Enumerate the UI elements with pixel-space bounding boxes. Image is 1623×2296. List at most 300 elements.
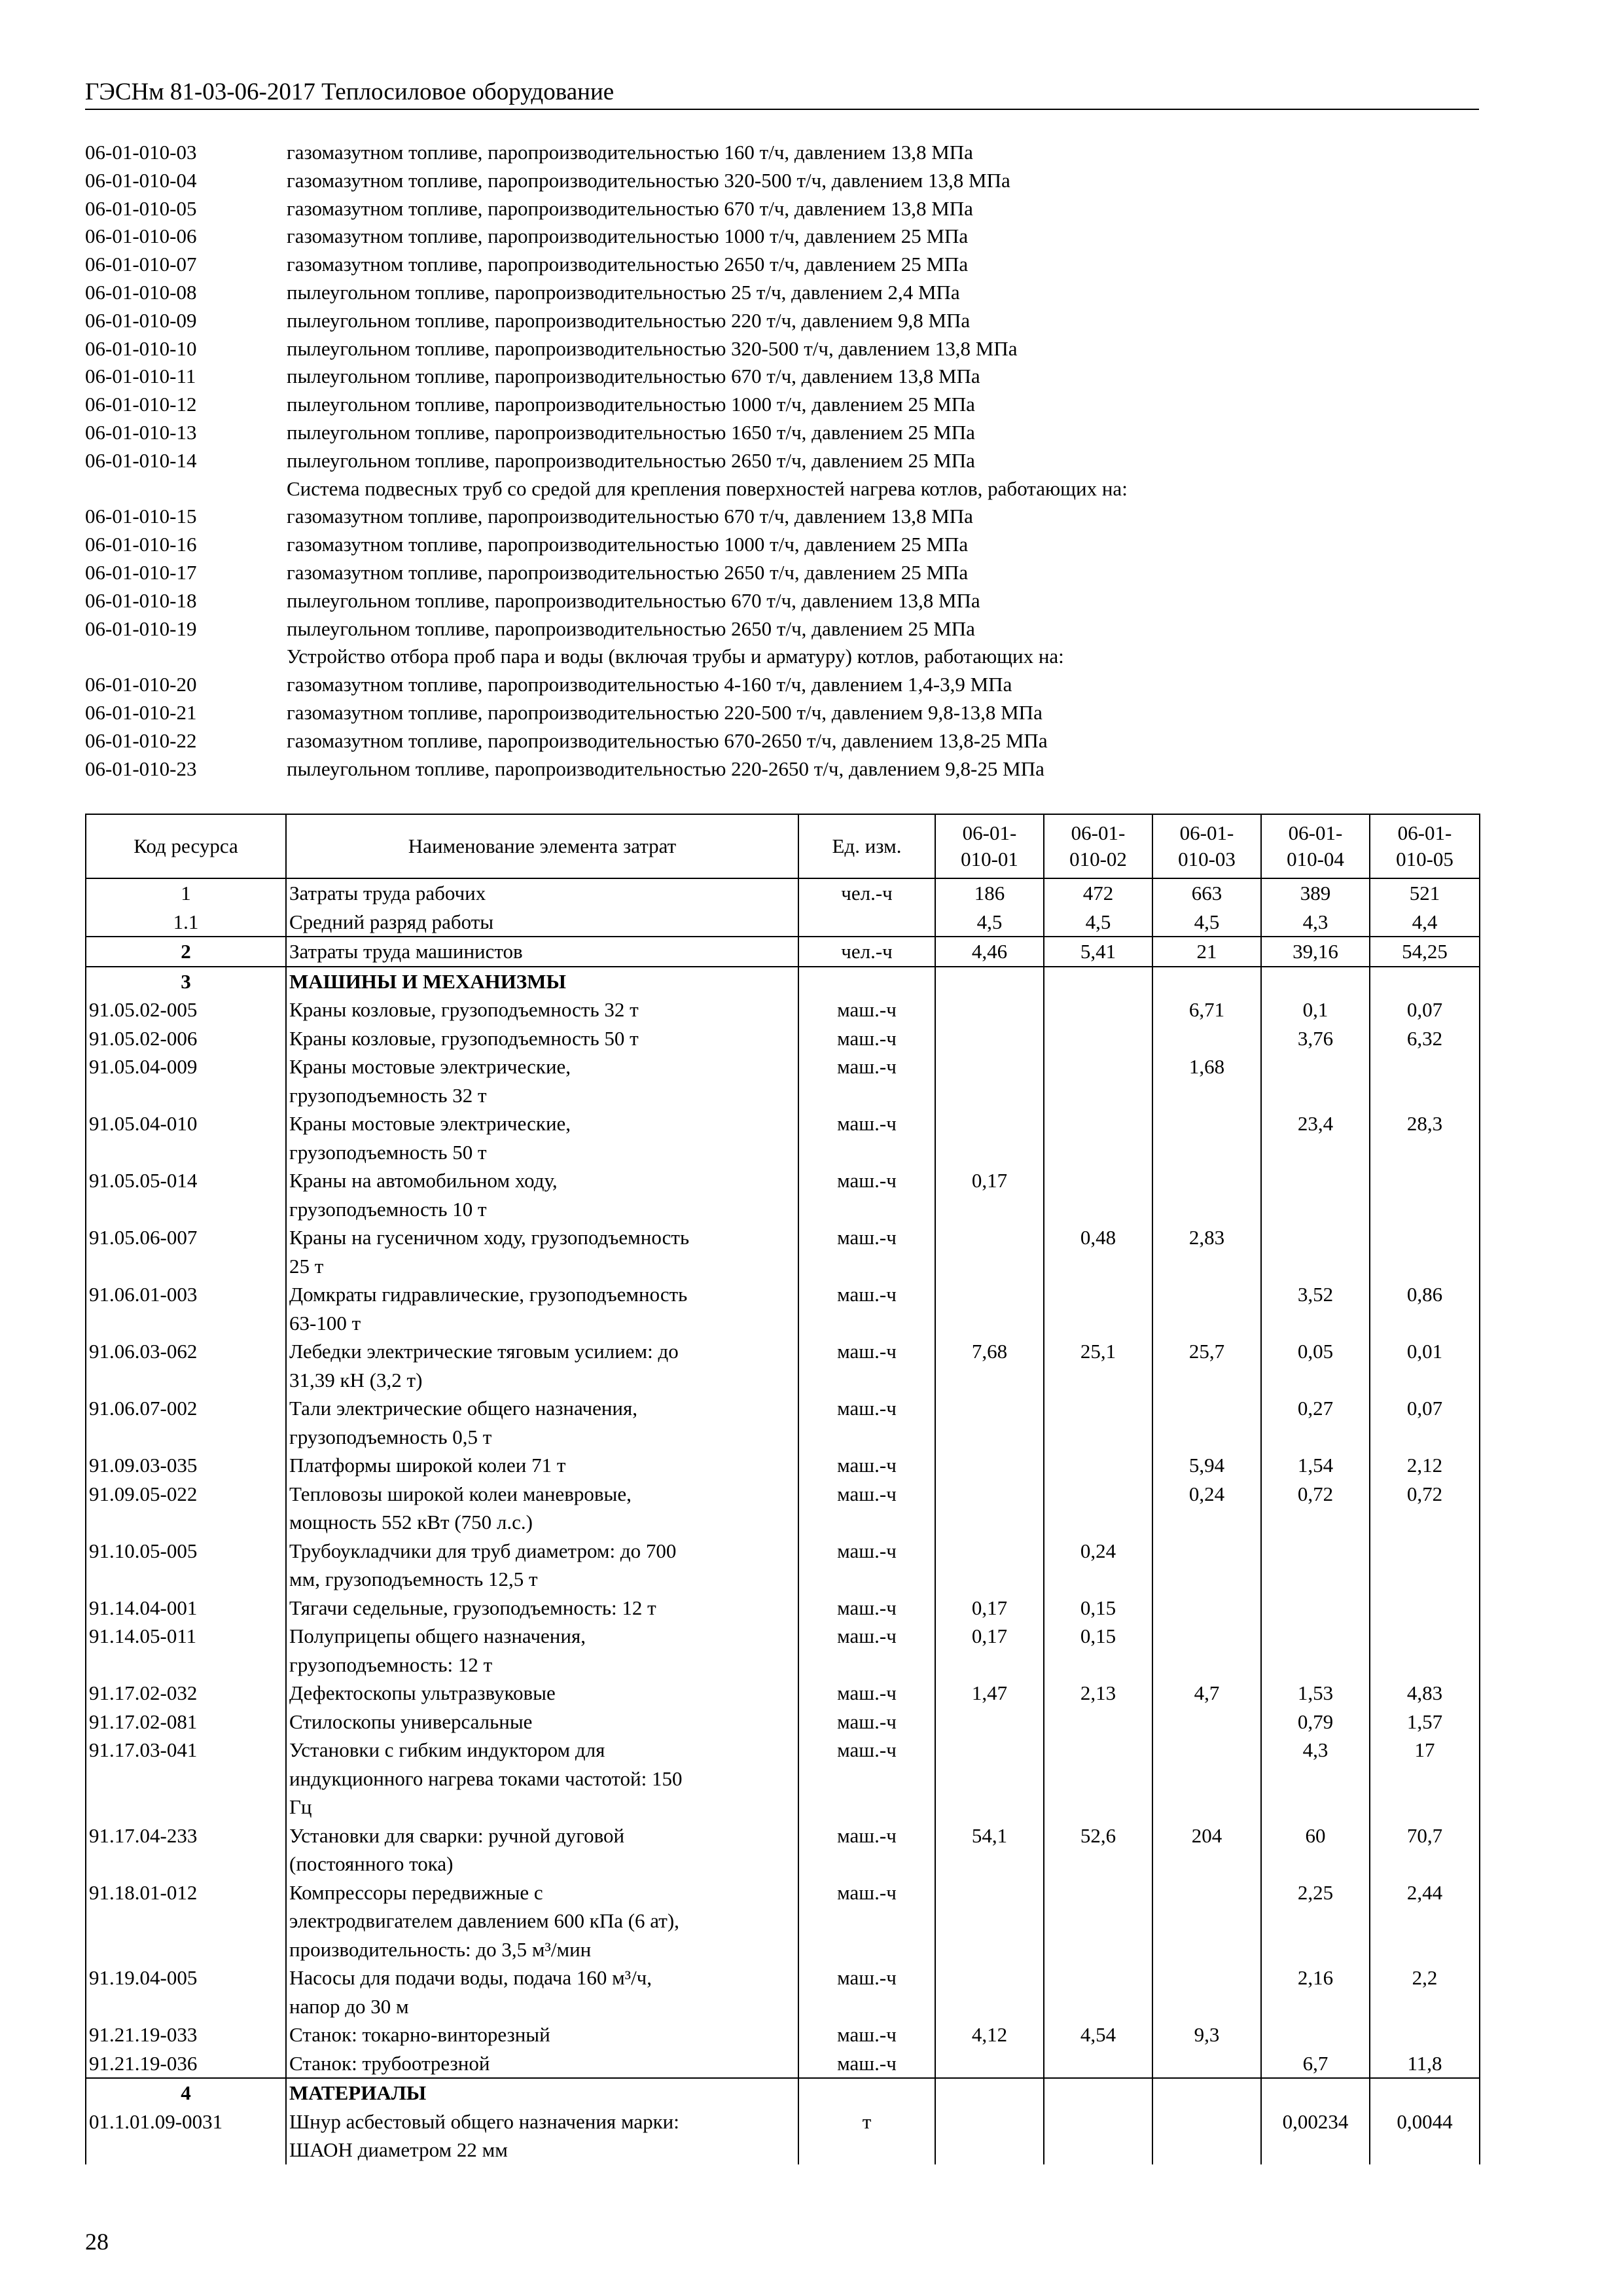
norm-code: 06-01-010-06 — [85, 224, 197, 248]
resource-value: 389 — [1261, 878, 1370, 908]
norm-description: газомазутном топливе, паропроизводительностью 670-2650 т/ч, давлением 13,8-25 МПа — [287, 728, 1048, 752]
norm-code-row — [85, 503, 1492, 531]
resource-value — [1152, 1394, 1261, 1451]
resource-code: 91.05.06-007 — [86, 1223, 286, 1280]
resource-value: 4,54 — [1044, 2020, 1152, 2049]
resource-value — [1152, 2108, 1261, 2164]
header-unit: Ед. изм. — [798, 814, 935, 878]
resource-value: 0,0044 — [1370, 2108, 1480, 2164]
resource-value — [935, 2108, 1044, 2164]
resource-name: Трубоукладчики для труб диаметром: до 700 мм, грузоподъемность 12,5 т — [286, 1537, 798, 1594]
resource-value — [1261, 1594, 1370, 1623]
resource-code: 91.10.05-005 — [86, 1537, 286, 1594]
resource-value: 17 — [1370, 1736, 1480, 1821]
resource-value: 2,16 — [1261, 1964, 1370, 2020]
resource-value: 4,12 — [935, 2020, 1044, 2049]
resource-value: 21 — [1152, 937, 1261, 967]
norm-description: газомазутном топливе, паропроизводительностью 220-500 т/ч, давлением 9,8-13,8 МПа — [287, 700, 1043, 724]
resource-row — [86, 1024, 1480, 1053]
resource-value: 0,24 — [1152, 1480, 1261, 1537]
resource-value: 0,15 — [1044, 1594, 1152, 1623]
norm-code: 06-01-010-07 — [85, 253, 197, 276]
resource-row — [86, 996, 1480, 1024]
resource-value — [1152, 1537, 1261, 1594]
resource-value: 4,5 — [1044, 908, 1152, 937]
resource-value: 4,83 — [1370, 1679, 1480, 1708]
resource-unit: маш.-ч — [798, 1736, 935, 1821]
resource-value — [1261, 1052, 1370, 1109]
norm-description: пылеугольном топливе, паропроизводительностью 670 т/ч, давлением 13,8 МПа — [287, 588, 980, 612]
resource-value: 2,83 — [1152, 1223, 1261, 1280]
norm-description: газомазутном топливе, паропроизводительностью 1000 т/ч, давлением 25 МПа — [287, 224, 969, 248]
page-title: ГЭСНм 81-03-06-2017 Теплосиловое оборудование — [85, 79, 615, 105]
resource-value — [1044, 1280, 1152, 1337]
resource-value: 54,1 — [935, 1821, 1044, 1878]
resource-row — [86, 1394, 1480, 1451]
norm-code: 06-01-010-16 — [85, 533, 197, 556]
resource-row — [86, 1878, 1480, 1964]
resource-value: 5,94 — [1152, 1451, 1261, 1480]
resource-row — [86, 2108, 1480, 2164]
resource-value: 1,57 — [1370, 1708, 1480, 1736]
resource-value — [1152, 1594, 1261, 1623]
resource-value: 2,25 — [1261, 1878, 1370, 1964]
resource-value: 0,86 — [1370, 1280, 1480, 1337]
resource-value: 1,54 — [1261, 1451, 1370, 1480]
resource-value — [935, 1280, 1044, 1337]
resource-unit: маш.-ч — [798, 1052, 935, 1109]
resource-value — [1044, 1964, 1152, 2020]
resource-group-row — [86, 878, 1480, 908]
resource-row — [86, 1109, 1480, 1166]
resource-value — [935, 1109, 1044, 1166]
norm-code-row — [85, 587, 1492, 615]
resource-code: 1.1 — [86, 908, 286, 937]
resource-value — [935, 1394, 1044, 1451]
norm-code-row — [85, 279, 1492, 307]
resource-row — [86, 1480, 1480, 1537]
resource-unit: маш.-ч — [798, 1708, 935, 1736]
resource-value — [935, 1052, 1044, 1109]
resource-name: Полуприцепы общего назначения, грузоподъемность: 12 т — [286, 1622, 798, 1679]
resource-row — [86, 1337, 1480, 1394]
resource-value — [1152, 1622, 1261, 1679]
resource-value — [1044, 2049, 1152, 2079]
resource-value — [1044, 1480, 1152, 1537]
resource-value — [1261, 1537, 1370, 1594]
resource-value: 0,00234 — [1261, 2108, 1370, 2164]
resource-name: Шнур асбестовый общего назначения марки: ШАОН диаметром 22 мм — [286, 2108, 798, 2164]
resource-group-row — [86, 908, 1480, 937]
resource-value — [935, 1223, 1044, 1280]
resource-value — [1044, 1052, 1152, 1109]
resource-value: 0,1 — [1261, 996, 1370, 1024]
resource-value: 4,3 — [1261, 1736, 1370, 1821]
resource-unit — [798, 967, 935, 996]
resource-value: 3,52 — [1261, 1280, 1370, 1337]
resource-name: Платформы широкой колеи 71 т — [286, 1451, 798, 1480]
resource-value — [1152, 967, 1261, 996]
resource-value: 0,79 — [1261, 1708, 1370, 1736]
resource-value — [1152, 1964, 1261, 2020]
norm-description: газомазутном топливе, паропроизводительностью 2650 т/ч, давлением 25 МПа — [287, 253, 969, 276]
resource-name: Краны мостовые электрические, грузоподъемность 32 т — [286, 1052, 798, 1109]
resource-code: 91.06.03-062 — [86, 1337, 286, 1394]
resource-value: 9,3 — [1152, 2020, 1261, 2049]
resource-value — [1261, 1622, 1370, 1679]
resource-code: 91.14.05-011 — [86, 1622, 286, 1679]
resource-unit: маш.-ч — [798, 1166, 935, 1223]
resource-code: 91.05.05-014 — [86, 1166, 286, 1223]
header-norm-col: 06-01- 010-01 — [935, 814, 1044, 878]
resource-value: 28,3 — [1370, 1109, 1480, 1166]
header-norm-col: 06-01- 010-03 — [1152, 814, 1261, 878]
norm-code-row — [85, 755, 1492, 783]
resource-unit: чел.-ч — [798, 937, 935, 967]
resource-value — [1044, 2108, 1152, 2164]
resource-row — [86, 1594, 1480, 1623]
resource-value — [1261, 2020, 1370, 2049]
resource-code: 91.06.07-002 — [86, 1394, 286, 1451]
resource-code: 91.09.03-035 — [86, 1451, 286, 1480]
resource-code: 91.21.19-033 — [86, 2020, 286, 2049]
resource-value: 52,6 — [1044, 1821, 1152, 1878]
norm-code: 06-01-010-09 — [85, 308, 197, 332]
resource-value: 2,13 — [1044, 1679, 1152, 1708]
resource-value: 472 — [1044, 878, 1152, 908]
resource-value: 0,24 — [1044, 1537, 1152, 1594]
resource-value — [1261, 2078, 1370, 2108]
norm-description: газомазутном топливе, паропроизводительностью 160 т/ч, давлением 13,8 МПа — [287, 141, 973, 164]
resource-name: Затраты труда рабочих — [286, 878, 798, 908]
norm-description: пылеугольном топливе, паропроизводительностью 220 т/ч, давлением 9,8 МПа — [287, 308, 971, 332]
resource-value: 186 — [935, 878, 1044, 908]
resource-value — [1044, 2078, 1152, 2108]
resource-row — [86, 1622, 1480, 1679]
resource-value: 204 — [1152, 1821, 1261, 1878]
resource-unit: маш.-ч — [798, 1821, 935, 1878]
norm-code-row — [85, 139, 1492, 167]
norm-code-row — [85, 251, 1492, 279]
norm-description: пылеугольном топливе, паропроизводительностью 2650 т/ч, давлением 25 МПа — [287, 448, 975, 472]
norm-description: пылеугольном топливе, паропроизводительностью 1000 т/ч, давлением 25 МПа — [287, 393, 975, 416]
norm-description: газомазутном топливе, паропроизводительностью 1000 т/ч, давлением 25 МПа — [287, 533, 969, 556]
resource-value — [1152, 1736, 1261, 1821]
norm-code-row — [85, 335, 1492, 363]
resource-value — [1370, 2020, 1480, 2049]
resource-value: 3,76 — [1261, 1024, 1370, 1053]
resource-name: Дефектоскопы ультразвуковые — [286, 1679, 798, 1708]
resource-value: 54,25 — [1370, 937, 1480, 967]
resource-value — [935, 1451, 1044, 1480]
resource-name: Краны на гусеничном ходу, грузоподъемность 25 т — [286, 1223, 798, 1280]
resource-value: 0,48 — [1044, 1223, 1152, 1280]
resource-code: 91.19.04-005 — [86, 1964, 286, 2020]
resource-unit: маш.-ч — [798, 1451, 935, 1480]
resource-value — [1370, 967, 1480, 996]
norm-code-row — [85, 391, 1492, 419]
norm-code-row — [85, 363, 1492, 391]
resource-code: 91.17.03-041 — [86, 1736, 286, 1821]
resource-value: 0,17 — [935, 1594, 1044, 1623]
resource-row — [86, 1223, 1480, 1280]
resource-code: 91.14.04-001 — [86, 1594, 286, 1623]
resource-code: 91.09.05-022 — [86, 1480, 286, 1537]
resource-value — [935, 1708, 1044, 1736]
resource-name: Насосы для подачи воды, подача 160 м³/ч, напор до 30 м — [286, 1964, 798, 2020]
resource-value: 0,07 — [1370, 1394, 1480, 1451]
resource-row — [86, 1537, 1480, 1594]
resource-value — [1152, 1109, 1261, 1166]
resource-value: 2,2 — [1370, 1964, 1480, 2020]
norm-code-row — [85, 167, 1492, 195]
resource-name: Краны мостовые электрические, грузоподъемность 50 т — [286, 1109, 798, 1166]
resource-row — [86, 1821, 1480, 1878]
resource-value — [1152, 1280, 1261, 1337]
resource-value: 4,46 — [935, 937, 1044, 967]
resource-table — [85, 814, 1480, 2164]
resource-row — [86, 2049, 1480, 2079]
resource-unit: маш.-ч — [798, 1394, 935, 1451]
norm-code-row — [85, 307, 1492, 335]
resource-code: 91.17.02-081 — [86, 1708, 286, 1736]
norm-description: Система подвесных труб со средой для крепления поверхностей нагрева котлов, работающих на: — [287, 476, 1128, 500]
norm-code: 06-01-010-12 — [85, 393, 197, 416]
norm-description: пылеугольном топливе, паропроизводительностью 220-2650 т/ч, давлением 9,8-25 МПа — [287, 757, 1044, 780]
resource-name: Тягачи седельные, грузоподъемность: 12 т — [286, 1594, 798, 1623]
resource-value — [1370, 1622, 1480, 1679]
resource-value: 0,72 — [1370, 1480, 1480, 1537]
norm-code-row — [85, 195, 1492, 223]
resource-value — [1370, 1537, 1480, 1594]
norm-code-row — [85, 671, 1492, 699]
resource-unit: маш.-ч — [798, 1280, 935, 1337]
resource-unit: маш.-ч — [798, 1594, 935, 1623]
resource-code: 4 — [86, 2078, 286, 2108]
norm-description: пылеугольном топливе, паропроизводительностью 2650 т/ч, давлением 25 МПа — [287, 617, 975, 640]
resource-value — [1152, 2078, 1261, 2108]
resource-value: 25,7 — [1152, 1337, 1261, 1394]
resource-unit: маш.-ч — [798, 2049, 935, 2079]
resource-value: 39,16 — [1261, 937, 1370, 967]
resource-value — [935, 996, 1044, 1024]
resource-value: 0,17 — [935, 1166, 1044, 1223]
resource-row — [86, 1708, 1480, 1736]
resource-value: 1,47 — [935, 1679, 1044, 1708]
norm-code: 06-01-010-15 — [85, 505, 197, 528]
resource-value: 4,4 — [1370, 908, 1480, 937]
norm-code: 06-01-010-13 — [85, 420, 197, 444]
resource-value — [1370, 1223, 1480, 1280]
norm-code: 06-01-010-14 — [85, 448, 197, 472]
resource-unit: маш.-ч — [798, 1223, 935, 1280]
norm-code: 06-01-010-05 — [85, 196, 197, 220]
resource-value — [1370, 1166, 1480, 1223]
table-header-row — [86, 814, 1480, 878]
norm-group-heading — [85, 475, 1492, 503]
norm-code: 06-01-010-11 — [85, 365, 196, 388]
resource-code: 91.05.02-005 — [86, 996, 286, 1024]
resource-value — [935, 1964, 1044, 2020]
norm-code: 06-01-010-20 — [85, 673, 197, 696]
norm-description: газомазутном топливе, паропроизводительностью 670 т/ч, давлением 13,8 МПа — [287, 505, 973, 528]
resource-row — [86, 1280, 1480, 1337]
resource-value — [1044, 1878, 1152, 1964]
resource-value: 70,7 — [1370, 1821, 1480, 1878]
resource-name: Краны козловые, грузоподъемность 50 т — [286, 1024, 798, 1053]
resource-unit: маш.-ч — [798, 1537, 935, 1594]
resource-value — [1044, 1166, 1152, 1223]
resource-name: Домкраты гидравлические, грузоподъемность 63-100 т — [286, 1280, 798, 1337]
resource-code: 91.06.01-003 — [86, 1280, 286, 1337]
resource-group-row — [86, 2078, 1480, 2108]
resource-value: 4,5 — [1152, 908, 1261, 937]
resource-code: 91.18.01-012 — [86, 1878, 286, 1964]
resource-name: Стилоскопы универсальные — [286, 1708, 798, 1736]
page-header — [85, 77, 1479, 110]
header-norm-col: 06-01- 010-02 — [1044, 814, 1152, 878]
resource-row — [86, 1679, 1480, 1708]
resource-unit: маш.-ч — [798, 1480, 935, 1537]
resource-value: 0,01 — [1370, 1337, 1480, 1394]
norm-code-row — [85, 727, 1492, 755]
resource-value — [935, 1736, 1044, 1821]
header-norm-col: 06-01- 010-05 — [1370, 814, 1480, 878]
page-number: 28 — [85, 2229, 109, 2255]
resource-row — [86, 1964, 1480, 2020]
header-resource-code: Код ресурса — [86, 814, 286, 878]
resource-value: 0,72 — [1261, 1480, 1370, 1537]
resource-value — [1044, 1451, 1152, 1480]
resource-value — [1044, 1024, 1152, 1053]
norm-description: пылеугольном топливе, паропроизводительностью 670 т/ч, давлением 13,8 МПа — [287, 365, 980, 388]
resource-name: Тепловозы широкой колеи маневровые, мощность 552 кВт (750 л.с.) — [286, 1480, 798, 1537]
resource-value: 6,7 — [1261, 2049, 1370, 2079]
resource-unit — [798, 2078, 935, 2108]
norm-code-list — [85, 139, 1492, 783]
norm-description: пылеугольном топливе, паропроизводительностью 1650 т/ч, давлением 25 МПа — [287, 420, 975, 444]
resource-row — [86, 1736, 1480, 1821]
resource-unit: маш.-ч — [798, 2020, 935, 2049]
resource-unit: маш.-ч — [798, 996, 935, 1024]
resource-value — [1152, 1166, 1261, 1223]
resource-value: 4,7 — [1152, 1679, 1261, 1708]
resource-unit — [798, 908, 935, 937]
norm-group-heading — [85, 643, 1492, 671]
norm-code: 06-01-010-18 — [85, 588, 197, 612]
resource-value: 0,17 — [935, 1622, 1044, 1679]
resource-value: 0,27 — [1261, 1394, 1370, 1451]
resource-unit: маш.-ч — [798, 1878, 935, 1964]
norm-description: газомазутном топливе, паропроизводительностью 670 т/ч, давлением 13,8 МПа — [287, 196, 973, 220]
resource-name: Затраты труда машинистов — [286, 937, 798, 967]
norm-code: 06-01-010-17 — [85, 560, 197, 584]
resource-value — [1370, 2078, 1480, 2108]
norm-description: Устройство отбора проб пара и воды (включая трубы и арматуру) котлов, работающих на: — [287, 645, 1064, 668]
resource-value — [1261, 1166, 1370, 1223]
resource-group-row — [86, 937, 1480, 967]
resource-value — [935, 2049, 1044, 2079]
resource-name: Тали электрические общего назначения, грузоподъемность 0,5 т — [286, 1394, 798, 1451]
norm-description: газомазутном топливе, паропроизводительностью 320-500 т/ч, давлением 13,8 МПа — [287, 168, 1010, 192]
norm-code: 06-01-010-10 — [85, 336, 197, 360]
resource-name: Установки для сварки: ручной дуговой (постоянного тока) — [286, 1821, 798, 1878]
resource-value: 6,32 — [1370, 1024, 1480, 1053]
resource-table-body — [86, 878, 1480, 2164]
resource-value: 4,5 — [935, 908, 1044, 937]
resource-value — [1370, 1052, 1480, 1109]
norm-code: 06-01-010-04 — [85, 168, 197, 192]
resource-value — [1152, 1708, 1261, 1736]
resource-value — [935, 1537, 1044, 1594]
norm-code: 06-01-010-03 — [85, 141, 197, 164]
resource-value — [1044, 1394, 1152, 1451]
norm-code-row — [85, 699, 1492, 727]
norm-code-row — [85, 223, 1492, 251]
resource-code: 2 — [86, 937, 286, 967]
norm-description: газомазутном топливе, паропроизводительностью 4-160 т/ч, давлением 1,4-3,9 МПа — [287, 673, 1012, 696]
resource-code: 1 — [86, 878, 286, 908]
resource-unit: чел.-ч — [798, 878, 935, 908]
resource-value: 663 — [1152, 878, 1261, 908]
norm-description: пылеугольном топливе, паропроизводительностью 25 т/ч, давлением 2,4 МПа — [287, 280, 960, 304]
resource-unit: маш.-ч — [798, 1109, 935, 1166]
resource-code: 91.05.02-006 — [86, 1024, 286, 1053]
resource-value: 11,8 — [1370, 2049, 1480, 2079]
resource-unit: маш.-ч — [798, 1622, 935, 1679]
resource-group-row — [86, 967, 1480, 996]
header-norm-col: 06-01- 010-04 — [1261, 814, 1370, 878]
resource-value — [1152, 2049, 1261, 2079]
resource-value: 0,15 — [1044, 1622, 1152, 1679]
resource-name: Станок: трубоотрезной — [286, 2049, 798, 2079]
norm-code: 06-01-010-19 — [85, 617, 197, 640]
resource-value: 2,12 — [1370, 1451, 1480, 1480]
resource-value: 25,1 — [1044, 1337, 1152, 1394]
resource-code: 01.1.01.09-0031 — [86, 2108, 286, 2164]
resource-unit: т — [798, 2108, 935, 2164]
resource-value — [1044, 1708, 1152, 1736]
resource-value: 1,53 — [1261, 1679, 1370, 1708]
resource-name: Установки с гибким индуктором для индукционного нагрева токами частотой: 150 Гц — [286, 1736, 798, 1821]
norm-code — [85, 475, 287, 503]
resource-value: 2,44 — [1370, 1878, 1480, 1964]
resource-value: 23,4 — [1261, 1109, 1370, 1166]
resource-row — [86, 2020, 1480, 2049]
resource-name: Лебедки электрические тяговым усилием: до 31,39 кН (3,2 т) — [286, 1337, 798, 1394]
resource-unit: маш.-ч — [798, 1024, 935, 1053]
resource-value — [935, 1480, 1044, 1537]
resource-value: 60 — [1261, 1821, 1370, 1878]
resource-row — [86, 1166, 1480, 1223]
resource-value: 6,71 — [1152, 996, 1261, 1024]
resource-name: Станок: токарно-винторезный — [286, 2020, 798, 2049]
norm-code — [85, 643, 287, 671]
resource-value — [935, 967, 1044, 996]
resource-unit: маш.-ч — [798, 1679, 935, 1708]
norm-code: 06-01-010-08 — [85, 280, 197, 304]
resource-row — [86, 1451, 1480, 1480]
resource-value: 521 — [1370, 878, 1480, 908]
resource-value — [1152, 1024, 1261, 1053]
resource-value — [935, 2078, 1044, 2108]
norm-code-row — [85, 447, 1492, 475]
resource-value — [1044, 967, 1152, 996]
resource-code: 3 — [86, 967, 286, 996]
resource-value — [1370, 1594, 1480, 1623]
resource-code: 91.17.04-233 — [86, 1821, 286, 1878]
resource-value — [935, 1024, 1044, 1053]
